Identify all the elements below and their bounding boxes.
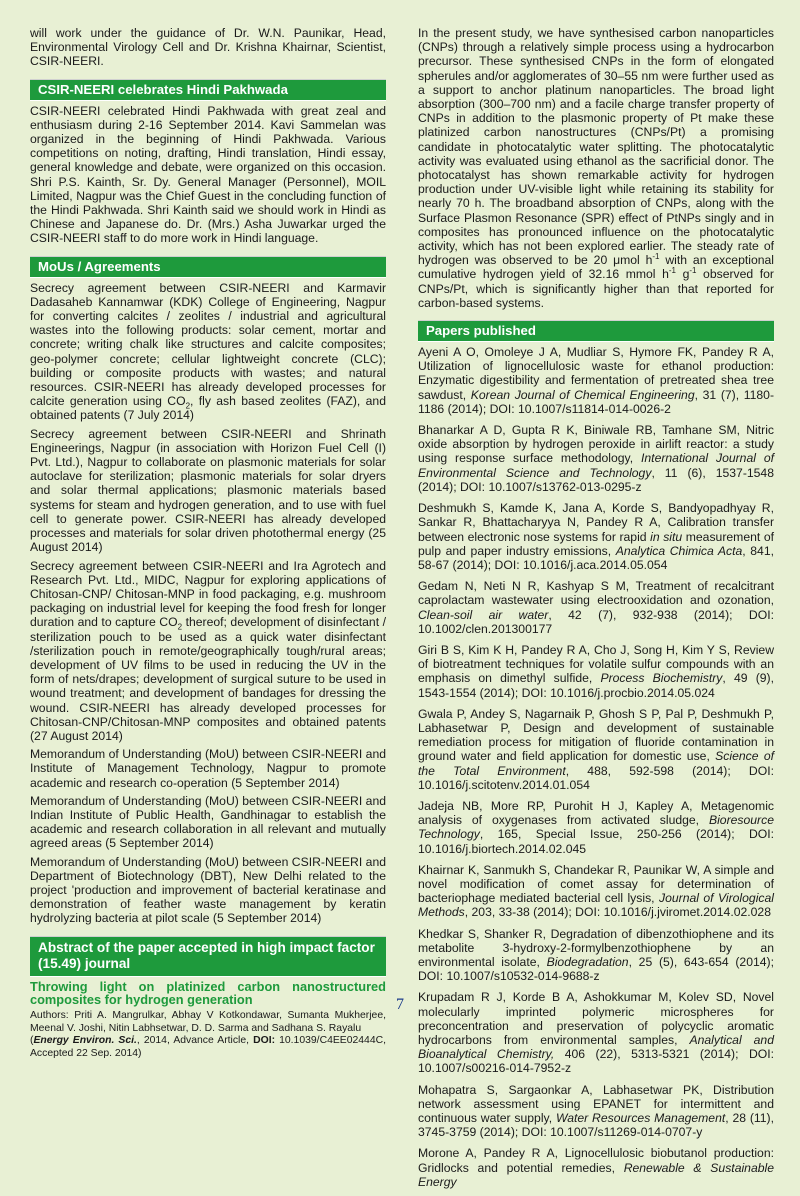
journal-name: Biodegradation xyxy=(546,954,629,969)
abstract-text: In the present study, we have synthesised carbon nanoparticles (CNPs) through a relatively simple process using a hydrocarbon precursor. These synthesised CNPs in the form of elongated spherules and/or agglomerates of 30–55 nm were further used as a support to anchor platinum nanoparticles. The broad light absorption (300–700 nm) and a facile charge transfer property of CNPs in addition to the plasmonic property of Pt make these platinized carbon nanostructures (CNPs/Pt) a promising candidate in photocatalytic water splitting. The photocatalytic activity was evaluated using ethanol as the sacrificial donor. The photocatalyst has shown remarkable activity for hydrogen production under UV-visible light while retaining its stability for nearly 70 h. The broadband absorption of CNPs, along with the Surface Plasmon Resonance (SPR) effect of PtNPs singly and in composites has pronounced influence on the photocatalytic activity, which has not been explored earlier. The steady rate of hydrogen was observed to be 20 μmol h xyxy=(418,26,774,268)
reference-text: , 28 (11), 3745-3759 (2014); DOI: 10.1007/s11269-014-0707-y xyxy=(418,1111,775,1140)
intro-paragraph: will work under the guidance of Dr. W.N. Paunikar, Head, Environmental Virology Cell and Dr. Krishna Khairnar, Scientist, CSIR-NEERI. xyxy=(30,26,386,69)
mou-text: , fly ash based zeolites (FAZ), and obtained patents (7 July 2014) xyxy=(30,394,386,423)
journal-name: International Journal of Environmental Science and Technology xyxy=(418,451,774,480)
journal-name: Analytical and Bioanalytical Chemistry, xyxy=(418,1033,774,1062)
mou-item: Memorandum of Understanding (MoU) between CSIR-NEERI and Institute of Management Technology, Nagpur to promote academic and research co-operation (5 September 2014) xyxy=(30,747,386,790)
mou-item: Memorandum of Understanding (MoU) between CSIR-NEERI and Department of Biotechnology (DBT), New Delhi related to the project 'production and improvement of bacterial keratinase and demonstration of feather waste management by keratin hydrolyzing bacteria at pilot scale (5 September 2014) xyxy=(30,854,386,926)
reference-text: Khedkar S, Shanker R, Degradation of dibenzothiophene and its metabolite 3-hydroxy-2-formylbenzothiophene by an environmental isolate, xyxy=(418,926,774,969)
reference-text: Gwala P, Andey S, Nagarnaik P, Ghosh S P, Pal P, Deshmukh P, Labhasetwar P, Design and development of sustainable remediation process for mitigation of fluoride contamination in ground water and field application for domestic use, xyxy=(418,706,774,764)
reference-text: Jadeja NB, More RP, Purohit H J, Kapley A, Metagenomic analysis of oxygenases from activated sludge, xyxy=(418,798,774,828)
right-column xyxy=(418,26,774,1196)
abstract-citation: (Energy Environ. Sci., 2014, Advance Article, DOI: 10.1039/C4EE02444C, Accepted 22 Sep. 2014) xyxy=(30,1035,386,1059)
abstract-title: Throwing light on platinized carbon nanostructured composites for hydrogen generation xyxy=(30,978,386,1008)
reference-item xyxy=(418,1146,774,1189)
mou-text: Secrecy agreement between CSIR-NEERI and Ira Agrotech and Research Pvt. Ltd., MIDC, Nagpur for exploring applications of Chitosan-CNP/ Chitosan-MNP in food packaging, e.g. mushroom packaging on industrial level for keeping the food fresh for longer duration and to capture CO xyxy=(30,558,386,630)
abstract-text: with an exceptional cumulative hydrogen yield of 32.16 mmol h xyxy=(418,253,774,282)
reference-text: Mohapatra S, Sargaonkar A, Labhasetwar PK, Distribution network assessment using EPANET for intermittent and continuous water supply, xyxy=(418,1082,774,1126)
reference-text: Giri B S, Kim K H, Pandey R A, Cho J, Song H, Kim Y S, Review of biotreatment techniques for volatile sulfur compounds with an emphasis on dimethyl sulfide, xyxy=(418,642,774,686)
reference-text: Ayeni A O, Omoleye J A, Mudliar S, Hymore FK, Pandey R A, Utilization of lignocellulosic waste for ethanol production: Enzymatic digestibility and fermentation of pretreated shea tree sawdust, xyxy=(418,345,774,402)
reference-item xyxy=(418,1083,774,1140)
reference-item xyxy=(418,345,774,416)
papers-heading: Papers published xyxy=(418,320,774,341)
mou-item: Secrecy agreement between CSIR-NEERI and Shrinath Engineerings, Nagpur (in association with Horizon Fuel Cell (I) Pvt. Ltd.), Nagpur to collaborate on plasmonic materials for solar autoclave for sterilization; plasmonic materials for solar dryers and solar thermal applications; plasmonic materials based systems for steam and hydrogen generation, and to use with fuel cell to generate power. CSIR-NEERI has already developed processes and materials for solar driven photothermal energy (25 August 2014) xyxy=(30,426,386,555)
reference-text: Bhanarkar A D, Gupta R K, Biniwale RB, Tamhane SM, Nitric oxide absorption by hydrogen peroxide in airlift reactor: a study using response surface methodology, xyxy=(418,423,774,466)
abstract-text: observed for CNPs/Pt, which is significantly higher than that reported for carbon-based systems. xyxy=(418,267,774,310)
journal-name: Science of the Total Environment xyxy=(418,749,774,778)
superscript: -1 xyxy=(668,266,676,276)
journal-name: Analytica Chimica Acta xyxy=(615,543,743,558)
reference-text: measurement of pulp and paper industry emissions, xyxy=(418,529,774,558)
reference-item xyxy=(418,643,774,700)
journal-name: Bioresource Technology xyxy=(418,813,774,842)
mou-heading: MoUs / Agreements xyxy=(30,256,386,277)
reference-text: , 488, 592-598 (2014); DOI: 10.1016/j.scitotenv.2014.01.054 xyxy=(418,763,774,792)
hindi-pakhwada-heading: CSIR-NEERI celebrates Hindi Pakhwada xyxy=(30,79,386,100)
reference-text: , 49 (9), 1543-1554 (2014); DOI: 10.1016/j.procbio.2014.05.024 xyxy=(418,671,774,700)
journal-name: Korean Journal of Chemical Engineering xyxy=(470,387,695,402)
reference-list xyxy=(418,345,774,1189)
mou-text: thereof; development of disinfectant / sterilization pouch to be used as a quick water disinfectant /sterilization pouch in remote/geographically tough/rural areas; development of UV films to be used in reducing the UV in the form of nets/drapes; development of surgical suture to be used in wound treatment; and development of bandages for dressing the wound. CSIR-NEERI has already developed processes for Chitosan-CNP/Chitosan-MNP composites and obtained patents (27 August 2014) xyxy=(30,615,386,743)
mou-item xyxy=(30,559,386,744)
abstract-authors: Authors: Priti A. Mangrulkar, Abhay V Kotkondawar, Sumanta Mukherjee, Meenal V. Joshi, Nitin Labhsetwar, D. D. Sarma and Sadhana S. Rayalu xyxy=(30,1010,386,1034)
page-number: 7 xyxy=(396,996,404,1013)
reference-text: , 165, Special Issue, 250-256 (2014); DOI: 10.1016/j.biortech.2014.02.045 xyxy=(418,827,774,856)
reference-text: , 11 (6), 1537-1548 (2014); DOI: 10.1007/s13762-013-0295-z xyxy=(418,465,774,494)
reference-text: , 841, 58-67 (2014); DOI: 10.1016/j.aca.2014.05.054 xyxy=(418,543,774,572)
abstract-heading: Abstract of the paper accepted in high impact factor (15.49) journal xyxy=(30,936,386,976)
reference-text: 406 (22), 5313-5321 (2014); DOI: 10.1007/s00216-014-7952-z xyxy=(418,1047,775,1076)
superscript: -1 xyxy=(689,266,697,276)
reference-item xyxy=(418,501,774,572)
reference-item xyxy=(418,707,774,792)
journal-name: Journal of Virological Methods xyxy=(418,891,774,920)
reference-text: Gedam N, Neti N R, Kashyap S M, Treatment of recalcitrant caprolactam wastewater using electrooxidation and ozonation, xyxy=(418,579,774,608)
reference-text: Morone A, Pandey R A, Lignocellulosic biobutanol production: Gridlocks and potential remedies, xyxy=(418,1146,774,1175)
superscript: -1 xyxy=(652,252,660,262)
journal-name: Water Resources Management xyxy=(555,1111,726,1126)
subscript: 2 xyxy=(185,401,191,411)
abstract-body xyxy=(418,26,774,310)
journal-name: Process Biochemistry xyxy=(600,671,723,686)
mou-text: Secrecy agreement between CSIR-NEERI and Karmavir Dadasaheb Kannamwar (KDK) College of Engineering, Nagpur for converting calcites / zeolites / industrial and agricultural wastes into the following products: solar cement, mortar and concrete; writing chalk like structures and calcite composites; geo-polymer concrete; cellular lightweight concrete (CLC); building or composite products with wastes; and natural resources. CSIR-NEERI has already developed processes for calcite generation using CO xyxy=(30,280,386,409)
journal-name: Energy Environ. Sci. xyxy=(33,1035,137,1047)
left-column xyxy=(30,26,386,1061)
mou-item xyxy=(30,281,386,423)
reference-text: , 42 (7), 932-938 (2014); DOI: 10.1002/clen.201300177 xyxy=(418,607,774,636)
reference-item xyxy=(418,799,774,856)
reference-item xyxy=(418,423,774,494)
reference-item xyxy=(418,579,774,636)
subscript: 2 xyxy=(177,622,183,632)
reference-text: , 31 (7), 1180-1186 (2014); DOI: 10.1007/s11814-014-0026-2 xyxy=(418,387,775,416)
journal-name: Renewable & Sustainable Energy xyxy=(418,1160,774,1189)
doi-label: DOI: xyxy=(253,1035,276,1047)
journal-name: in situ xyxy=(650,529,683,544)
abstract-text: g xyxy=(675,267,690,282)
reference-item xyxy=(418,863,774,920)
reference-text: Deshmukh S, Kamde K, Jana A, Korde S, Bandyopadhyay R, Sankar R, Bhattacharyya N, Pandey R A, Calibration transfer between electronic nose systems for rapid xyxy=(418,501,774,544)
journal-name: Clean-soil air water xyxy=(418,607,549,622)
reference-text: , 203, 33-38 (2014); DOI: 10.1016/j.jviromet.2014.02.028 xyxy=(464,905,771,920)
citation-text: , 2014, Advance Article, xyxy=(136,1035,254,1047)
mou-item: Memorandum of Understanding (MoU) between CSIR-NEERI and Indian Institute of Public Health, Gandhinagar to establish the academic and research collaboration in all relevant and mutually agreed areas (5 September 2014) xyxy=(30,793,386,851)
citation-text: 10.1039/C4EE02444C, Accepted 22 Sep. 2014) xyxy=(30,1035,386,1059)
reference-text: Khairnar K, Sanmukh S, Chandekar R, Paunikar W, A simple and novel modification of comet assay for determination of bacteriophage mediated bacterial cell lysis, xyxy=(418,862,774,906)
hindi-pakhwada-text: CSIR-NEERI celebrated Hindi Pakhwada with great zeal and enthusiasm during 2-16 September 2014. Kavi Sammelan was organized in the beginning of Hindi Pakhwada. Various competitions on noting, drafting, Hindi translation, Hindi essay, general knowledge and debate, were organized on this occasion. Shri P.S. Kainth, Sr. Dy. General Manager (Personnel), MOIL Limited, Nagpur was the Chief Guest in the concluding function of the Hindi Pakhwada. Shri Kainth said we should work in Hindi as Chinese and Japanese do. Dr. (Mrs.) Asha Juwarkar urged the CSIR-NEERI staff to do more work in Hindi language. xyxy=(30,103,386,246)
reference-text: Krupadam R J, Korde B A, Ashokkumar M, Kolev SD, Novel molecularly imprinted polymeric microspheres for preconcentration and preservation of polycyclic aromatic hydrocarbons from environmental samples, xyxy=(418,990,774,1047)
reference-text: , 25 (5), 643-654 (2014); DOI: 10.1007/s10532-014-9688-z xyxy=(418,954,774,984)
reference-item xyxy=(418,927,774,984)
